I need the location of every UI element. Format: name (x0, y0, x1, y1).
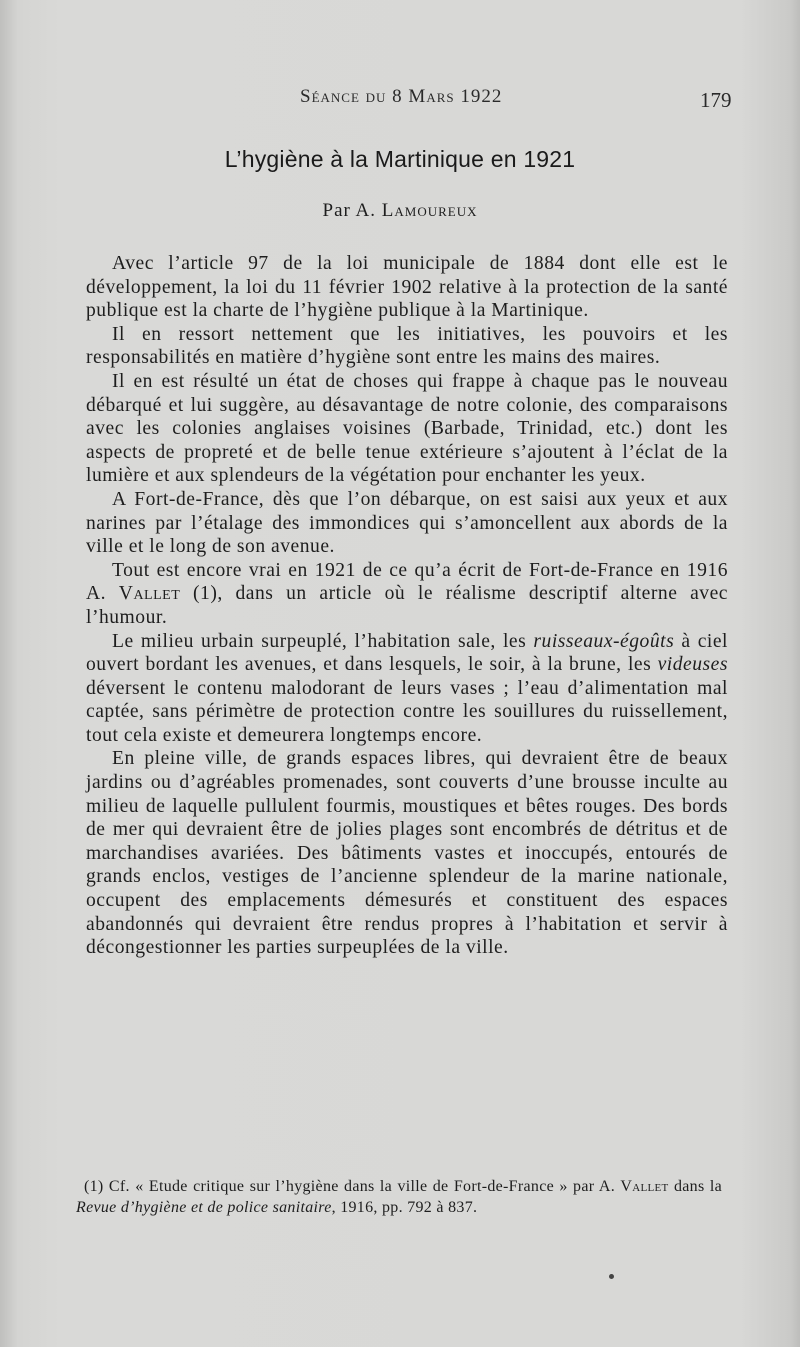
footnote-journal-title: Revue d’hygiène et de police sanitaire (76, 1199, 332, 1216)
author-prefix: Par A. (322, 200, 377, 221)
article-title: L’hygiène à la Martinique en 1921 (224, 146, 576, 172)
paragraph-5 (86, 559, 728, 630)
ink-speck (609, 1274, 614, 1279)
cited-author-name: Vallet (118, 583, 181, 605)
paragraph-6-text-a: Le milieu urbain surpeuplé, l’habitation sale, les (112, 630, 534, 652)
italic-term-videuses: videuses (657, 654, 728, 676)
italic-term-ruisseaux: ruisseaux-égoûts (533, 630, 675, 652)
paragraph-6-text-b: à ciel ouvert bordant les avenues, et dans lesquels, le soir, à la brune, les (86, 630, 728, 676)
paragraph-4: A Fort-de-France, dès que l’on débarque, on est saisi aux yeux et aux narines par l’étalage des immondices qui s’amoncellent aux abords de la ville et le long de son avenue. (86, 488, 728, 558)
paragraph-2: Il en ressort nettement que les initiatives, les pouvoirs et les responsabilités en matière d’hygiène sont entre les mains des maires. (86, 323, 728, 369)
footnote (76, 1176, 722, 1218)
paragraph-1: Avec l’article 97 de la loi municipale de 1884 dont elle est le développement, la loi du 11 février 1902 relative à la protection de la santé publique est la charte de l’hygiène publique à la Martinique. (86, 253, 728, 322)
paragraph-5-text-b: (1), dans un article où le réalisme descriptif alterne avec l’humour. (86, 583, 728, 628)
page-number: 179 (700, 88, 732, 112)
paragraph-6-text-c: déversent le contenu malodorant de leurs vases ; l’eau d’alimentation mal captée, sans périmètre de protection contre les souillures du ruissellement, tout cela existe et demeurera longtemps encore. (86, 677, 728, 746)
paragraph-3: Il en est résulté un état de choses qui frappe à chaque pas le nouveau débarqué et lui suggère, au désavantage de notre colonie, des comparaisons avec les colonies anglaises voisines (Barbade, Trinidad, etc.) dont les aspects de propreté et de belle tenue extérieure s’ajoutent à l’éclat de la lumière et aux splendeurs de la végétation pour enchanter les yeux. (86, 370, 728, 487)
footnote-text-c: , 1916, pp. 792 à 837. (331, 1199, 478, 1216)
footnote-text-b: dans la (668, 1178, 722, 1195)
paragraph-5-text-a: Tout est encore vrai en 1921 de ce qu’a écrit de Fort-de-France en 1916 A. (86, 559, 728, 605)
article-author (0, 200, 800, 222)
running-header (0, 86, 800, 116)
footnote-text (76, 1176, 722, 1218)
article-body (86, 252, 728, 960)
footnote-text-a: (1) Cf. « Etude critique sur l’hygiène dans la ville de Fort-de-France » par A. (84, 1178, 621, 1195)
paragraph-6 (86, 630, 728, 748)
running-title: Séance du 8 Mars 1922 (300, 86, 503, 107)
paragraph-7: En pleine ville, de grands espaces libres, qui devraient être de beaux jardins ou d’agréables promenades, sont couverts d’une brousse inculte au milieu de laquelle pullulent fourmis, moustiques et bêtes rouges. Des bords de mer qui devraient être de jolies plages sont encombrés de détritus et de marchandises avariées. Des bâtiments vastes et inoccupés, entourés de grands enclos, vestiges de l’ancienne splendeur de la marine nationale, occupent des emplacements démesurés et constituent des espaces abandonnés qui devraient être rendus propres à l’habitation et servir à décongestionner les parties surpeuplées de la ville. (86, 748, 728, 959)
author-name: Lamoureux (381, 200, 478, 221)
footnote-author-name: Vallet (620, 1178, 669, 1195)
